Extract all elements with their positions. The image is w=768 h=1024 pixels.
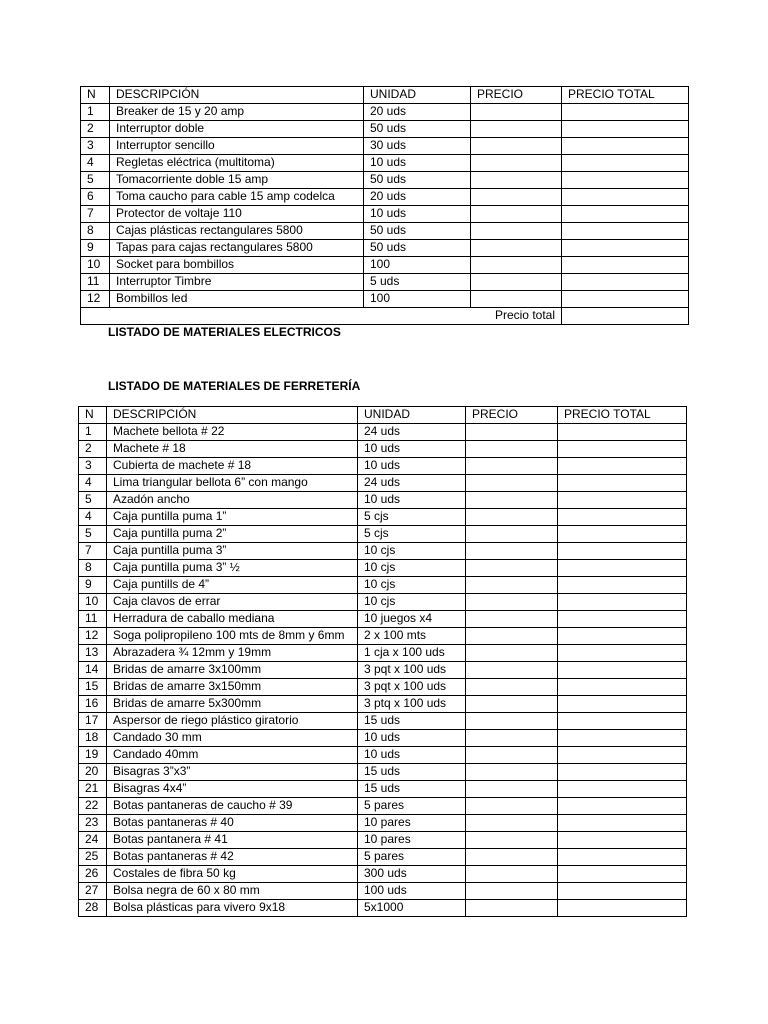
table-row	[79, 628, 687, 645]
cell-total-price	[558, 441, 687, 458]
cell-number: 12	[81, 291, 110, 308]
cell-unit: 15 uds	[358, 781, 466, 798]
hardware-list-title: LISTADO DE MATERIALES DE FERRETERÍA	[108, 379, 361, 393]
cell-number: 5	[79, 492, 107, 509]
cell-number: 6	[81, 189, 110, 206]
table-row	[79, 713, 687, 730]
cell-total-price	[562, 274, 689, 291]
cell-total-price	[558, 594, 687, 611]
cell-number: 1	[81, 104, 110, 121]
header-description: DESCRIPCIÓN	[110, 87, 364, 104]
cell-description: Bombillos led	[110, 291, 364, 308]
cell-total-price	[558, 526, 687, 543]
cell-total-price	[558, 883, 687, 900]
table-row	[79, 611, 687, 628]
table-row	[79, 645, 687, 662]
cell-total-price	[562, 104, 689, 121]
cell-total-price	[558, 832, 687, 849]
cell-description: Lima triangular bellota 6” con mango	[107, 475, 358, 492]
cell-description: Machete bellota # 22	[107, 424, 358, 441]
cell-total-price	[558, 577, 687, 594]
cell-description: Caja puntilla puma 3” ½	[107, 560, 358, 577]
cell-description: Azadón ancho	[107, 492, 358, 509]
cell-description: Tomacorriente doble 15 amp	[110, 172, 364, 189]
cell-unit: 50 uds	[364, 172, 471, 189]
cell-total-price	[562, 189, 689, 206]
cell-number: 2	[79, 441, 107, 458]
cell-total-price	[558, 662, 687, 679]
cell-unit: 300 uds	[358, 866, 466, 883]
hardware-table-body	[79, 407, 687, 917]
cell-price	[471, 121, 562, 138]
cell-number: 27	[79, 883, 107, 900]
cell-total-price	[558, 475, 687, 492]
cell-description: Protector de voltaje 110	[110, 206, 364, 223]
cell-price	[466, 696, 558, 713]
cell-unit: 30 uds	[364, 138, 471, 155]
table-row	[79, 526, 687, 543]
hardware-materials-table	[78, 406, 687, 917]
cell-unit: 10 cjs	[358, 594, 466, 611]
header-n: N	[79, 407, 107, 424]
cell-number: 24	[79, 832, 107, 849]
cell-unit: 24 uds	[358, 424, 466, 441]
cell-description: Botas pantaneras # 40	[107, 815, 358, 832]
cell-number: 15	[79, 679, 107, 696]
cell-description: Soga polipropileno 100 mts de 8mm y 6mm	[107, 628, 358, 645]
cell-price	[466, 628, 558, 645]
cell-total-price	[558, 849, 687, 866]
cell-total-price	[558, 509, 687, 526]
header-price: PRECIO	[466, 407, 558, 424]
table-row	[79, 696, 687, 713]
cell-total-price	[558, 866, 687, 883]
table-header-row	[81, 87, 689, 104]
cell-description: Bisagras 4x4”	[107, 781, 358, 798]
cell-unit: 10 cjs	[358, 560, 466, 577]
cell-price	[466, 798, 558, 815]
cell-number: 22	[79, 798, 107, 815]
table-row	[79, 543, 687, 560]
cell-total-price	[562, 172, 689, 189]
cell-total-price	[558, 492, 687, 509]
cell-description: Interruptor doble	[110, 121, 364, 138]
cell-unit: 100	[364, 291, 471, 308]
cell-total-price	[558, 730, 687, 747]
cell-price	[466, 764, 558, 781]
cell-price	[466, 424, 558, 441]
cell-price	[471, 240, 562, 257]
cell-description: Botas pantaneras de caucho # 39	[107, 798, 358, 815]
cell-total-price	[558, 611, 687, 628]
cell-unit: 10 uds	[358, 730, 466, 747]
cell-price	[471, 257, 562, 274]
cell-number: 3	[79, 458, 107, 475]
cell-unit: 5 cjs	[358, 509, 466, 526]
cell-description: Cajas plásticas rectangulares 5800	[110, 223, 364, 240]
cell-price	[466, 815, 558, 832]
cell-total-price	[562, 138, 689, 155]
table-row	[79, 747, 687, 764]
total-row	[81, 308, 689, 325]
cell-number: 8	[79, 560, 107, 577]
cell-price	[466, 560, 558, 577]
table-row	[81, 240, 689, 257]
cell-unit: 3 pqt x 100 uds	[358, 679, 466, 696]
table-row	[79, 662, 687, 679]
cell-total-price	[558, 815, 687, 832]
cell-price	[466, 458, 558, 475]
cell-total-price	[558, 747, 687, 764]
cell-unit: 10 uds	[358, 492, 466, 509]
cell-description: Bolsa negra de 60 x 80 mm	[107, 883, 358, 900]
cell-number: 20	[79, 764, 107, 781]
cell-unit: 1 cja x 100 uds	[358, 645, 466, 662]
cell-price	[471, 172, 562, 189]
cell-description: Interruptor Timbre	[110, 274, 364, 291]
table-row	[79, 798, 687, 815]
header-unit: UNIDAD	[358, 407, 466, 424]
cell-unit: 3 ptq x 100 uds	[358, 696, 466, 713]
cell-unit: 20 uds	[364, 104, 471, 121]
cell-total-price	[558, 764, 687, 781]
cell-description: Caja puntilla puma 2”	[107, 526, 358, 543]
cell-unit: 10 cjs	[358, 543, 466, 560]
cell-description: Abrazadera ¾ 12mm y 19mm	[107, 645, 358, 662]
cell-description: Breaker de 15 y 20 amp	[110, 104, 364, 121]
cell-number: 4	[79, 475, 107, 492]
cell-price	[471, 291, 562, 308]
cell-number: 9	[79, 577, 107, 594]
cell-total-price	[558, 458, 687, 475]
cell-unit: 50 uds	[364, 223, 471, 240]
cell-number: 5	[79, 526, 107, 543]
cell-description: Bridas de amarre 3x150mm	[107, 679, 358, 696]
cell-price	[471, 206, 562, 223]
cell-price	[471, 223, 562, 240]
table-row	[79, 866, 687, 883]
cell-total-price	[558, 628, 687, 645]
table-row	[79, 679, 687, 696]
table-row	[79, 849, 687, 866]
cell-total-price	[558, 713, 687, 730]
cell-total-price	[558, 645, 687, 662]
cell-description: Regletas eléctrica (multitoma)	[110, 155, 364, 172]
cell-description: Bridas de amarre 3x100mm	[107, 662, 358, 679]
header-total-price: PRECIO TOTAL	[562, 87, 689, 104]
table-row	[81, 274, 689, 291]
table-row	[79, 594, 687, 611]
cell-price	[466, 492, 558, 509]
cell-number: 16	[79, 696, 107, 713]
cell-price	[466, 747, 558, 764]
cell-price	[466, 781, 558, 798]
cell-unit: 10 uds	[358, 747, 466, 764]
cell-price	[471, 138, 562, 155]
cell-unit: 10 juegos x4	[358, 611, 466, 628]
cell-number: 5	[81, 172, 110, 189]
table-row	[79, 832, 687, 849]
cell-total-price	[562, 223, 689, 240]
cell-number: 7	[81, 206, 110, 223]
cell-description: Caja puntilla puma 1”	[107, 509, 358, 526]
cell-description: Costales de fibra 50 kg	[107, 866, 358, 883]
cell-price	[466, 832, 558, 849]
cell-number: 25	[79, 849, 107, 866]
cell-number: 19	[79, 747, 107, 764]
cell-unit: 3 pqt x 100 uds	[358, 662, 466, 679]
cell-price	[466, 866, 558, 883]
cell-number: 14	[79, 662, 107, 679]
cell-number: 3	[81, 138, 110, 155]
cell-price	[466, 475, 558, 492]
cell-price	[466, 849, 558, 866]
table-header-row	[79, 407, 687, 424]
cell-unit: 5 uds	[364, 274, 471, 291]
cell-number: 17	[79, 713, 107, 730]
cell-price	[471, 274, 562, 291]
cell-price	[466, 441, 558, 458]
cell-unit: 24 uds	[358, 475, 466, 492]
table-row	[81, 189, 689, 206]
total-price-value	[562, 308, 689, 325]
cell-unit: 10 pares	[358, 815, 466, 832]
cell-total-price	[562, 155, 689, 172]
cell-description: Toma caucho para cable 15 amp codelca	[110, 189, 364, 206]
cell-price	[466, 645, 558, 662]
cell-number: 7	[79, 543, 107, 560]
cell-total-price	[562, 121, 689, 138]
cell-number: 28	[79, 900, 107, 917]
cell-number: 23	[79, 815, 107, 832]
cell-total-price	[562, 240, 689, 257]
cell-total-price	[558, 781, 687, 798]
cell-total-price	[558, 798, 687, 815]
cell-number: 26	[79, 866, 107, 883]
table-row	[79, 883, 687, 900]
cell-number: 10	[81, 257, 110, 274]
cell-description: Aspersor de riego plástico giratorio	[107, 713, 358, 730]
cell-unit: 100	[364, 257, 471, 274]
cell-unit: 10 pares	[358, 832, 466, 849]
table-row	[81, 121, 689, 138]
cell-number: 12	[79, 628, 107, 645]
cell-number: 4	[79, 509, 107, 526]
electric-table-body	[81, 87, 689, 325]
cell-number: 9	[81, 240, 110, 257]
total-price-label: Precio total	[81, 308, 562, 325]
cell-price	[466, 679, 558, 696]
cell-price	[466, 509, 558, 526]
cell-unit: 10 uds	[358, 458, 466, 475]
table-row	[81, 104, 689, 121]
table-row	[81, 206, 689, 223]
cell-number: 8	[81, 223, 110, 240]
cell-description: Bolsa plásticas para vivero 9x18	[107, 900, 358, 917]
cell-description: Caja puntilla puma 3”	[107, 543, 358, 560]
table-row	[79, 781, 687, 798]
cell-description: Cubierta de machete # 18	[107, 458, 358, 475]
cell-price	[466, 730, 558, 747]
cell-description: Interruptor sencillo	[110, 138, 364, 155]
cell-unit: 20 uds	[364, 189, 471, 206]
cell-number: 11	[79, 611, 107, 628]
table-row	[81, 138, 689, 155]
cell-description: Bridas de amarre 5x300mm	[107, 696, 358, 713]
cell-unit: 5 pares	[358, 798, 466, 815]
cell-price	[466, 900, 558, 917]
cell-total-price	[558, 543, 687, 560]
cell-total-price	[558, 679, 687, 696]
table-row	[81, 172, 689, 189]
cell-price	[466, 713, 558, 730]
table-row	[79, 441, 687, 458]
table-row	[79, 560, 687, 577]
cell-number: 21	[79, 781, 107, 798]
cell-total-price	[562, 257, 689, 274]
cell-unit: 15 uds	[358, 713, 466, 730]
table-row	[79, 509, 687, 526]
cell-unit: 5 pares	[358, 849, 466, 866]
header-n: N	[81, 87, 110, 104]
cell-unit: 10 uds	[358, 441, 466, 458]
cell-description: Herradura de caballo mediana	[107, 611, 358, 628]
cell-total-price	[558, 560, 687, 577]
table-row	[81, 291, 689, 308]
cell-description: Caja clavos de errar	[107, 594, 358, 611]
cell-price	[471, 189, 562, 206]
cell-unit: 5 cjs	[358, 526, 466, 543]
cell-description: Candado 30 mm	[107, 730, 358, 747]
cell-total-price	[562, 291, 689, 308]
cell-description: Caja puntills de 4”	[107, 577, 358, 594]
header-price: PRECIO	[471, 87, 562, 104]
cell-unit: 100 uds	[358, 883, 466, 900]
cell-price	[471, 155, 562, 172]
table-row	[81, 223, 689, 240]
cell-price	[466, 543, 558, 560]
header-unit: UNIDAD	[364, 87, 471, 104]
cell-total-price	[558, 424, 687, 441]
cell-number: 13	[79, 645, 107, 662]
cell-unit: 15 uds	[358, 764, 466, 781]
cell-price	[466, 526, 558, 543]
cell-number: 10	[79, 594, 107, 611]
cell-price	[466, 611, 558, 628]
cell-number: 4	[81, 155, 110, 172]
table-row	[79, 900, 687, 917]
table-row	[79, 577, 687, 594]
cell-total-price	[558, 696, 687, 713]
cell-price	[466, 662, 558, 679]
cell-unit: 10 cjs	[358, 577, 466, 594]
header-description: DESCRIPCIÓN	[107, 407, 358, 424]
table-row	[81, 257, 689, 274]
cell-price	[471, 104, 562, 121]
table-row	[79, 458, 687, 475]
cell-description: Botas pantanera # 41	[107, 832, 358, 849]
cell-price	[466, 594, 558, 611]
cell-number: 2	[81, 121, 110, 138]
cell-number: 11	[81, 274, 110, 291]
cell-unit: 2 x 100 mts	[358, 628, 466, 645]
electric-list-title: LISTADO DE MATERIALES ELECTRICOS	[108, 325, 341, 339]
table-row	[79, 730, 687, 747]
header-total-price: PRECIO TOTAL	[558, 407, 687, 424]
cell-total-price	[558, 900, 687, 917]
cell-description: Bisagras 3”x3”	[107, 764, 358, 781]
table-row	[79, 475, 687, 492]
table-row	[79, 492, 687, 509]
table-row	[81, 155, 689, 172]
cell-unit: 10 uds	[364, 206, 471, 223]
cell-unit: 50 uds	[364, 240, 471, 257]
cell-price	[466, 577, 558, 594]
cell-description: Socket para bombillos	[110, 257, 364, 274]
table-row	[79, 424, 687, 441]
cell-description: Tapas para cajas rectangulares 5800	[110, 240, 364, 257]
cell-description: Candado 40mm	[107, 747, 358, 764]
table-row	[79, 815, 687, 832]
cell-unit: 50 uds	[364, 121, 471, 138]
electric-materials-table	[80, 86, 689, 325]
cell-description: Machete # 18	[107, 441, 358, 458]
cell-unit: 10 uds	[364, 155, 471, 172]
cell-price	[466, 883, 558, 900]
cell-description: Botas pantaneras # 42	[107, 849, 358, 866]
cell-total-price	[562, 206, 689, 223]
cell-unit: 5x1000	[358, 900, 466, 917]
cell-number: 1	[79, 424, 107, 441]
cell-number: 18	[79, 730, 107, 747]
table-row	[79, 764, 687, 781]
